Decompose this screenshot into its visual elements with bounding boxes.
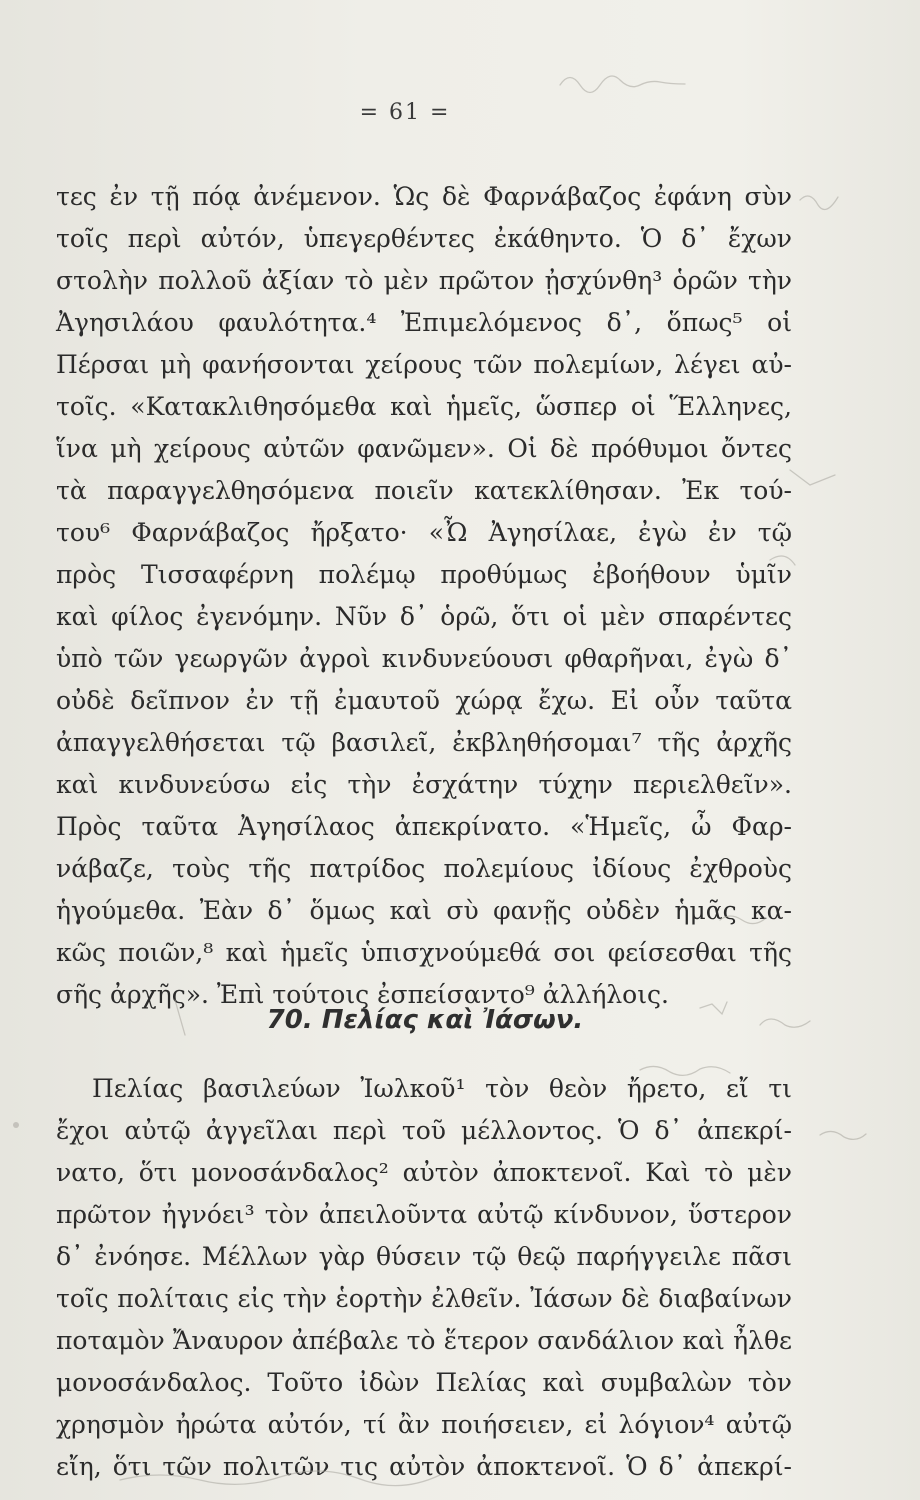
text-line: τοῖς πολίταις εἰς τὴν ἑορτὴν ἐλθεῖν. Ἰάσων δὲ διαβαίνων xyxy=(56,1284,792,1313)
text-line: ἡγούμεθα. Ἐὰν δ᾽ ὅμως καὶ σὺ φανῇς οὐδὲν ἡμᾶς κα- xyxy=(56,896,792,925)
text-line: σῆς ἀρχῆς». Ἐπὶ τούτοις ἐσπείσαντο⁹ ἀλλήλοις. xyxy=(56,980,669,1009)
text-line: οὐδὲ δεῖπνον ἐν τῇ ἐμαυτοῦ χώρᾳ ἔχω. Εἰ οὖν ταῦτα xyxy=(56,686,792,715)
paragraph-2 xyxy=(56,1068,792,1488)
page-number: = 61 = xyxy=(359,100,451,125)
text-line: Πέρσαι μὴ φανήσονται χείρους τῶν πολεμίων, λέγει αὐ- xyxy=(56,350,792,379)
text-line: μονοσάνδαλος. Τοῦτο ἰδὼν Πελίας καὶ συμβαλὼν τὸν xyxy=(56,1368,792,1397)
text-line: εἴη, ὅτι τῶν πολιτῶν τις αὐτὸν ἀποκτενοῖ. Ὁ δ᾽ ἀπεκρί- xyxy=(56,1452,792,1481)
text-line: Πρὸς ταῦτα Ἀγησίλαος ἀπεκρίνατο. «Ἡμεῖς, ὦ Φαρ- xyxy=(56,812,792,841)
text-line: καὶ κινδυνεύσω εἰς τὴν ἐσχάτην τύχην περιελθεῖν». xyxy=(56,770,792,799)
text-line: ὑπὸ τῶν γεωργῶν ἀγροὶ κινδυνεύουσι φθαρῆναι, ἐγὼ δ᾽ xyxy=(56,644,792,673)
text-line: τοῖς. «Κατακλιθησόμεθα καὶ ἡμεῖς, ὥσπερ οἱ Ἕλληνες, xyxy=(56,392,792,421)
text-line: στολὴν πολλοῦ ἀξίαν τὸ μὲν πρῶτον ᾐσχύνθη³ ὁρῶν τὴν xyxy=(56,266,792,295)
paragraph-1 xyxy=(56,176,792,1016)
text-line: πρὸς Τισσαφέρνη πολέμῳ προθύμως ἐβοήθουν ὑμῖν xyxy=(56,560,792,589)
text-line: ἀπαγγελθήσεται τῷ βασιλεῖ, ἐκβληθήσομαι⁷ τῆς ἀρχῆς xyxy=(56,728,792,757)
text-line: πρῶτον ἠγνόει³ τὸν ἀπειλοῦντα αὐτῷ κίνδυνον, ὕστερον xyxy=(56,1200,792,1229)
text-line: τοῖς περὶ αὐτόν, ὑπεγερθέντες ἐκάθηντο. Ὁ δ᾽ ἔχων xyxy=(56,224,792,253)
text-line: καὶ φίλος ἐγενόμην. Νῦν δ᾽ ὁρῶ, ὅτι οἱ μὲν σπαρέντες xyxy=(56,602,792,631)
text-line: ἵνα μὴ χείρους αὐτῶν φανῶμεν». Οἱ δὲ πρόθυμοι ὄντες xyxy=(56,434,792,463)
text-line: χρησμὸν ἠρώτα αὐτόν, τί ἂν ποιήσειεν, εἰ λόγιον⁴ αὐτῷ xyxy=(56,1410,792,1439)
text-line: δ᾽ ἐνόησε. Μέλλων γὰρ θύσειν τῷ θεῷ παρήγγειλε πᾶσι xyxy=(56,1242,792,1271)
text-line: του⁶ Φαρνάβαζος ἤρξατο· «Ὦ Ἀγησίλαε, ἐγὼ ἐν τῷ xyxy=(56,518,792,547)
text-line: κῶς ποιῶν,⁸ καὶ ἡμεῖς ὑπισχνούμεθά σοι φείσεσθαι τῆς xyxy=(56,938,792,967)
text-line: τες ἐν τῇ πόᾳ ἀνέμενον. Ὡς δὲ Φαρνάβαζος ἐφάνη σὺν xyxy=(56,182,792,211)
text-line: ἔχοι αὐτῷ ἀγγεῖλαι περὶ τοῦ μέλλοντος. Ὁ δ᾽ ἀπεκρί- xyxy=(56,1116,792,1145)
text-line: τὰ παραγγελθησόμενα ποιεῖν κατεκλίθησαν. Ἐκ τού- xyxy=(56,476,792,505)
text-line: νατο, ὅτι μονοσάνδαλος² αὐτὸν ἀποκτενοῖ. Καὶ τὸ μὲν xyxy=(56,1158,792,1187)
section-title: 70. Πελίας καὶ Ἰάσων. xyxy=(266,1005,584,1035)
text-line: ποταμὸν Ἄναυρον ἀπέβαλε τὸ ἕτερον σανδάλιον καὶ ἦλθε xyxy=(56,1326,792,1355)
text-line: Πελίας βασιλεύων Ἰωλκοῦ¹ τὸν θεὸν ἤρετο, εἴ τι xyxy=(92,1074,792,1103)
text-line: Ἀγησιλάου φαυλότητα.⁴ Ἐπιμελόμενος δ᾽, ὅπως⁵ οἱ xyxy=(56,308,792,337)
text-line: νάβαζε, τοὺς τῆς πατρίδος πολεμίους ἰδίους ἐχθροὺς xyxy=(56,854,792,883)
